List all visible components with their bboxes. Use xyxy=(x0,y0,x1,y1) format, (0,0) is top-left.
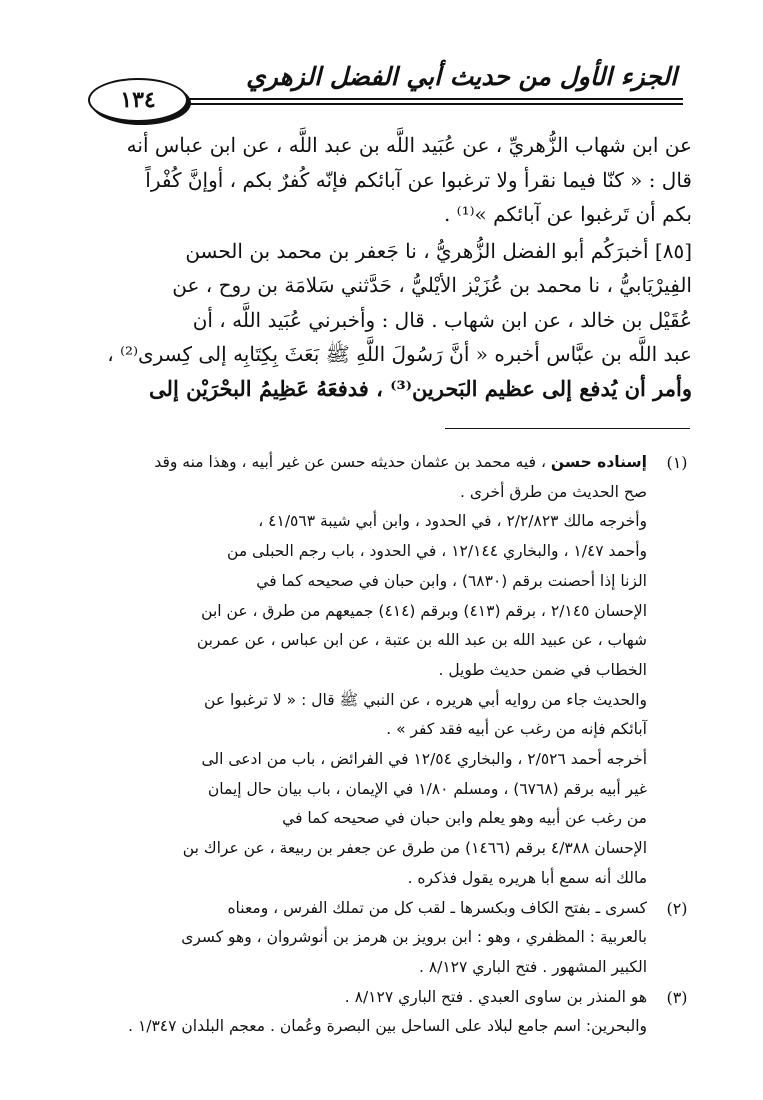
body-line: الفِيرْيَابيُّ ، نا محمد بن عُزَيْز الأيْليُّ ، حَدَّثني سَلامَة بن روح ، عن xyxy=(172,273,692,297)
footnote-line: من رغب عن أبيه وهو يعلم وابن حبان في صحيحه كما في xyxy=(282,809,647,828)
body-line: بكم أن تَرغبوا عن آبائكم »⁽¹⁾ . xyxy=(443,202,692,226)
footnote-line: صح الحديث من طرق أخرى . xyxy=(459,482,647,501)
footnote-text: ، فيه محمد بن عثمان حديثه حسن عن غير أبيه ، وهذا منه وقد xyxy=(154,453,546,471)
footnote-2 xyxy=(90,894,695,983)
page-header xyxy=(88,60,683,118)
footnote-line: كسرى ـ بفتح الكاف وبكسرها ـ لقب كل من تملك الفرس ، ومعناه xyxy=(227,898,647,917)
footnote-line: الكبير المشهور . فتح الباري ٨/١٢٧ . xyxy=(418,957,647,976)
footnote-line: وأخرجه مالك ٢/٢/٨٢٣ ، في الحدود ، وابن أبي شيبة ٤١/٥٦٣ ، xyxy=(258,512,647,531)
footnote-line: آبائكم فإنه من رغب عن أبيه فقد كفر » . xyxy=(386,720,647,739)
footnotes xyxy=(90,448,695,1042)
footnote-line: الإحسان ٤/٣٨٨ برقم (١٤٦٦) من طرق عن جعفر بن ربيعة ، عن عراك بن xyxy=(182,839,647,858)
footnote-line: الإحسان ٢/١٤٥ ، برقم (٤١٣) وبرقم (٤١٤) جميعهم من طرق ، عن ابن xyxy=(201,601,647,620)
footnote-1 xyxy=(90,448,695,894)
body-line: عُقَيْل بن خالد ، عن ابن شهاب . قال : وأخبرني عُبَيد اللَّه ، أن xyxy=(192,307,692,332)
body-line: عن ابن شهاب الزُّهريِّ ، عن عُبَيد اللَّه بن عبد اللَّه ، عن ابن عباس أنه xyxy=(126,133,692,157)
footnote-line: الزنا إذا أحصنت برقم (٦٨٣٠) ، وابن حبان في صحيحه كما في xyxy=(256,571,647,590)
footnote-number: (٣) xyxy=(666,987,688,1007)
footnote-3 xyxy=(90,983,695,1042)
footnote-line: مالك أنه سمع أبا هريره يقول فذكره . xyxy=(407,868,647,887)
footnote-number: (١) xyxy=(666,453,688,472)
main-text xyxy=(92,128,692,406)
running-title: الجزء الأول من حديث أبي الفضل الزهري xyxy=(246,62,677,91)
footnote-line: أخرجه أحمد ٢/٥٢٦ ، والبخاري ١٢/٥٤ في الفرائض ، باب من ادعى الى xyxy=(201,750,647,769)
footnote-line xyxy=(90,448,647,478)
body-line: قال : « كنّا فيما نقرأ ولا ترغبوا عن آبائكم فإنّه كُفرٌ بكم ، أوإنَّ كُفْراً xyxy=(145,167,692,192)
body-line: [٨٥] أخبرَكُم أبو الفضل الزُّهريُّ ، نا جَعفر بن محمد بن الحسن xyxy=(185,238,692,263)
footnote-line: غير أبيه برقم (٦٧٦٨) ، ومسلم ١/٨٠ في الإيمان ، باب بيان حال إيمان xyxy=(207,779,647,798)
footnote-line: وأحمد ١/٤٧ ، والبخاري ١٢/١٤٤ ، في الحدود ، باب رجم الحبلى من xyxy=(227,542,647,561)
footnote-separator xyxy=(445,428,690,429)
footnote-line: هو المنذر بن ساوى العبدي . فتح الباري ٨/١٢٧ . xyxy=(344,987,647,1006)
body-line: عبد اللَّه بن عبَّاس أخبره « أنَّ رَسُولَ اللَّهِ ﷺ بَعَثَ بِكِتَابِه إلى كِسرى⁽²⁾ ، xyxy=(107,342,692,366)
footnote-line: والبحرين: اسم جامع لبلاد على الساحل بين البصرة وعُمان . معجم البلدان ١/٣٤٧ . xyxy=(128,1017,647,1036)
footnote-line: والحديث جاء من روايه أبي هريره ، عن النبي ﷺ قال : « لا ترغبوا عن xyxy=(204,690,647,709)
footnote-lead: إسناده حسن xyxy=(550,453,647,471)
page-number-badge: ١٣٤ xyxy=(88,78,188,122)
footnote-line: الخطاب في ضمن حديث طويل . xyxy=(438,660,647,679)
footnote-number: (٢) xyxy=(666,898,688,918)
body-line: وأمر أن يُدفع إلى عظيم البَحرين⁽³⁾ ، فدفعَهُ عَظِيمُ البحْرَيْن إلى xyxy=(149,375,692,401)
footnote-line: بالعربية : المظفري ، وهو : ابن برويز بن هرمز بن أنوشروان ، وهو كسرى xyxy=(181,928,647,947)
footnote-line: شهاب ، عن عبيد الله بن عبد الله بن عتبة ، عن ابن عباس ، عن عمربن xyxy=(196,631,647,650)
